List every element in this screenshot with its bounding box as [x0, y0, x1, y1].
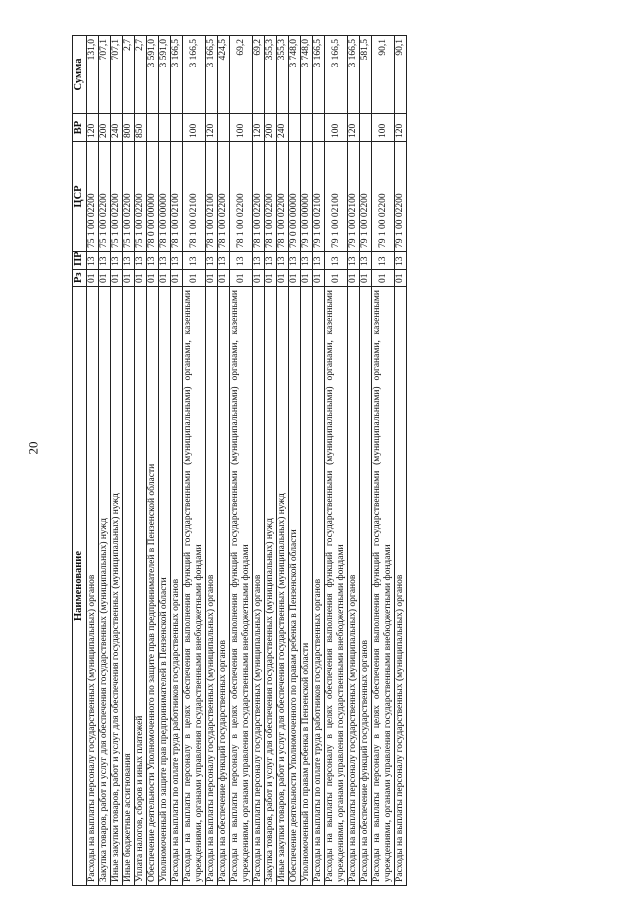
- table-row: [111, 36, 123, 886]
- csr-cell: 79 1 00 02100: [325, 142, 348, 252]
- pr-cell: 13: [171, 252, 183, 270]
- table-row: [147, 36, 159, 886]
- rz-cell: 01: [372, 270, 395, 287]
- vr-cell: 200: [265, 114, 277, 142]
- table-row: [395, 36, 407, 886]
- pr-cell: 13: [218, 252, 230, 270]
- name-cell: Расходы на обеспечение функций государственных органов: [360, 287, 372, 886]
- name-cell: Расходы на выплаты персоналу государственных (муниципальных) органов: [395, 287, 407, 886]
- name-cell: Расходы на выплаты персоналу государственных (муниципальных) органов: [206, 287, 218, 886]
- rz-cell: 01: [360, 270, 372, 287]
- vr-cell: 240: [111, 114, 123, 142]
- vr-cell: [313, 114, 325, 142]
- csr-cell: 78 1 00 02200: [230, 142, 253, 252]
- sum-cell: 2,7: [135, 36, 147, 114]
- rz-cell: 01: [206, 270, 218, 287]
- vr-cell: 120: [348, 114, 360, 142]
- name-cell: Уплата налогов, сборов и иных платежей: [135, 287, 147, 886]
- table-header-row: [73, 36, 87, 886]
- csr-cell: 75 1 00 02200: [123, 142, 135, 252]
- table-row: [171, 36, 183, 886]
- table-row: [123, 36, 135, 886]
- rz-cell: 01: [135, 270, 147, 287]
- name-cell: Расходы на выплаты персоналу государственных (муниципальных) органов: [253, 287, 265, 886]
- pr-cell: 13: [360, 252, 372, 270]
- vr-cell: [159, 114, 171, 142]
- page-number: 20: [25, 441, 41, 455]
- sum-cell: 3 591,0: [147, 36, 159, 114]
- sum-cell: 2,7: [123, 36, 135, 114]
- header-pr: ПР: [73, 252, 87, 270]
- vr-cell: [218, 114, 230, 142]
- name-cell: Закупка товаров, работ и услуг для обеспечения государственных (муниципальных) нужд: [99, 287, 111, 886]
- rz-cell: 01: [277, 270, 289, 287]
- name-cell: Иные закупки товаров, работ и услуг для обеспечения государственных (муниципальных) нужд: [111, 287, 123, 886]
- sum-cell: 3 166,5: [325, 36, 348, 114]
- pr-cell: 13: [277, 252, 289, 270]
- rz-cell: 01: [183, 270, 206, 287]
- pr-cell: 13: [265, 252, 277, 270]
- pr-cell: 13: [183, 252, 206, 270]
- pr-cell: 13: [230, 252, 253, 270]
- rz-cell: 01: [348, 270, 360, 287]
- vr-cell: 100: [183, 114, 206, 142]
- sum-cell: 69,2: [253, 36, 265, 114]
- rz-cell: 01: [395, 270, 407, 287]
- vr-cell: 100: [230, 114, 253, 142]
- vr-cell: 240: [277, 114, 289, 142]
- rz-cell: 01: [313, 270, 325, 287]
- vr-cell: 200: [99, 114, 111, 142]
- sum-cell: 355,3: [265, 36, 277, 114]
- vr-cell: 100: [325, 114, 348, 142]
- rz-cell: 01: [265, 270, 277, 287]
- table-row: [230, 36, 253, 886]
- rz-cell: 01: [289, 270, 301, 287]
- table-row: [301, 36, 313, 886]
- csr-cell: 78 0 00 00000: [147, 142, 159, 252]
- name-cell: Расходы на выплаты персоналу в целях обеспечения выполнения функций государственными (муниципальными) органами, казенными учреждениями, органами управления государственными внебюджетными фондами: [230, 287, 253, 886]
- rz-cell: 01: [253, 270, 265, 287]
- csr-cell: 79 1 00 02100: [313, 142, 325, 252]
- csr-cell: 79 1 00 00000: [301, 142, 313, 252]
- pr-cell: 13: [301, 252, 313, 270]
- name-cell: Расходы на обеспечение функций государственных органов: [218, 287, 230, 886]
- name-cell: Расходы на выплаты персоналу государственных (муниципальных) органов: [87, 287, 99, 886]
- pr-cell: 13: [87, 252, 99, 270]
- csr-cell: 78 1 00 02100: [206, 142, 218, 252]
- vr-cell: 850: [135, 114, 147, 142]
- table-row: [159, 36, 171, 886]
- pr-cell: 13: [111, 252, 123, 270]
- csr-cell: 79 1 00 02100: [348, 142, 360, 252]
- sum-cell: 90,1: [395, 36, 407, 114]
- header-vr: ВР: [73, 114, 87, 142]
- name-cell: Обеспечение деятельности Уполномоченного по правам ребенка в Пензенской области: [289, 287, 301, 886]
- pr-cell: 13: [395, 252, 407, 270]
- csr-cell: 79 0 00 00000: [289, 142, 301, 252]
- csr-cell: 78 1 00 02200: [253, 142, 265, 252]
- pr-cell: 13: [206, 252, 218, 270]
- name-cell: Расходы на выплаты персоналу государственных (муниципальных) органов: [348, 287, 360, 886]
- sum-cell: 3 166,5: [206, 36, 218, 114]
- pr-cell: 13: [348, 252, 360, 270]
- table-row: [277, 36, 289, 886]
- name-cell: Иные закупки товаров, работ и услуг для обеспечения государственных (муниципальных) нужд: [277, 287, 289, 886]
- csr-cell: 78 1 00 00000: [159, 142, 171, 252]
- sum-cell: 131,0: [87, 36, 99, 114]
- table-row: [206, 36, 218, 886]
- table-row: [360, 36, 372, 886]
- name-cell: Обеспечение деятельности Уполномоченного по защите прав предпринимателей в Пензенской области: [147, 287, 159, 886]
- table-row: [348, 36, 360, 886]
- vr-cell: [147, 114, 159, 142]
- table-row: [218, 36, 230, 886]
- csr-cell: 75 1 00 02200: [135, 142, 147, 252]
- name-cell: Закупка товаров, работ и услуг для обеспечения государственных (муниципальных) нужд: [265, 287, 277, 886]
- table-row: [265, 36, 277, 886]
- sum-cell: 69,2: [230, 36, 253, 114]
- sum-cell: 3 748,0: [301, 36, 313, 114]
- table-row: [313, 36, 325, 886]
- rz-cell: 01: [87, 270, 99, 287]
- sum-cell: 3 748,0: [289, 36, 301, 114]
- pr-cell: 13: [325, 252, 348, 270]
- csr-cell: 75 1 00 02200: [99, 142, 111, 252]
- vr-cell: [360, 114, 372, 142]
- sum-cell: 3 591,0: [159, 36, 171, 114]
- vr-cell: [289, 114, 301, 142]
- table-row: [325, 36, 348, 886]
- sum-cell: 3 166,5: [183, 36, 206, 114]
- sum-cell: 581,5: [360, 36, 372, 114]
- pr-cell: 13: [313, 252, 325, 270]
- table-row: [135, 36, 147, 886]
- vr-cell: [171, 114, 183, 142]
- table-row: [183, 36, 206, 886]
- sum-cell: 3 166,5: [348, 36, 360, 114]
- name-cell: Уполномоченный по правам ребенка в Пензенской области: [301, 287, 313, 886]
- name-cell: Уполномоченный по защите прав предпринимателей в Пензенской области: [159, 287, 171, 886]
- rz-cell: 01: [123, 270, 135, 287]
- table-body: [87, 36, 407, 886]
- table-row: [372, 36, 395, 886]
- pr-cell: 13: [289, 252, 301, 270]
- vr-cell: [301, 114, 313, 142]
- sum-cell: 3 166,5: [313, 36, 325, 114]
- table-row: [253, 36, 265, 886]
- rz-cell: 01: [99, 270, 111, 287]
- rz-cell: 01: [147, 270, 159, 287]
- vr-cell: 120: [253, 114, 265, 142]
- pr-cell: 13: [99, 252, 111, 270]
- name-cell: Расходы на выплаты по оплате труда работников государственных органов: [313, 287, 325, 886]
- rz-cell: 01: [301, 270, 313, 287]
- rz-cell: 01: [111, 270, 123, 287]
- budget-table: [72, 35, 407, 886]
- csr-cell: 79 1 00 02200: [395, 142, 407, 252]
- vr-cell: 120: [206, 114, 218, 142]
- header-sum: Сумма: [73, 36, 87, 114]
- csr-cell: 78 1 00 02100: [171, 142, 183, 252]
- rz-cell: 01: [230, 270, 253, 287]
- pr-cell: 13: [159, 252, 171, 270]
- csr-cell: 75 1 00 02200: [87, 142, 99, 252]
- name-cell: Расходы на выплаты персоналу в целях обеспечения выполнения функций государственными (муниципальными) органами, казенными учреждениями, органами управления государственными внебюджетными фондами: [372, 287, 395, 886]
- name-cell: Расходы на выплаты персоналу в целях обеспечения выполнения функций государственными (муниципальными) органами, казенными учреждениями, органами управления государственными внебюджетными фондами: [183, 287, 206, 886]
- csr-cell: 78 1 00 02100: [183, 142, 206, 252]
- pr-cell: 13: [147, 252, 159, 270]
- pr-cell: 13: [135, 252, 147, 270]
- rz-cell: 01: [325, 270, 348, 287]
- table-row: [99, 36, 111, 886]
- rz-cell: 01: [218, 270, 230, 287]
- sum-cell: 90,1: [372, 36, 395, 114]
- csr-cell: 78 1 00 02200: [218, 142, 230, 252]
- csr-cell: 79 1 00 02200: [372, 142, 395, 252]
- sum-cell: 3 166,5: [171, 36, 183, 114]
- name-cell: Расходы на выплаты по оплате труда работников государственных органов: [171, 287, 183, 886]
- header-rz: Рз: [73, 270, 87, 287]
- vr-cell: 120: [87, 114, 99, 142]
- csr-cell: 79 1 00 02200: [360, 142, 372, 252]
- rotated-page: [72, 36, 612, 886]
- table-row: [289, 36, 301, 886]
- pr-cell: 13: [372, 252, 395, 270]
- vr-cell: 800: [123, 114, 135, 142]
- vr-cell: 120: [395, 114, 407, 142]
- header-name: Наименование: [73, 287, 87, 886]
- sum-cell: 707,1: [99, 36, 111, 114]
- sum-cell: 424,5: [218, 36, 230, 114]
- name-cell: Расходы на выплаты персоналу в целях обеспечения выполнения функций государственными (муниципальными) органами, казенными учреждениями, органами управления государственными внебюджетными фондами: [325, 287, 348, 886]
- csr-cell: 78 1 00 02200: [277, 142, 289, 252]
- csr-cell: 75 1 00 02200: [111, 142, 123, 252]
- sum-cell: 707,1: [111, 36, 123, 114]
- pr-cell: 13: [123, 252, 135, 270]
- rz-cell: 01: [171, 270, 183, 287]
- header-csr: ЦСР: [73, 142, 87, 252]
- csr-cell: 78 1 00 02200: [265, 142, 277, 252]
- vr-cell: 100: [372, 114, 395, 142]
- pr-cell: 13: [253, 252, 265, 270]
- name-cell: Иные бюджетные ассигнования: [123, 287, 135, 886]
- sum-cell: 355,3: [277, 36, 289, 114]
- rz-cell: 01: [159, 270, 171, 287]
- table-row: [87, 36, 99, 886]
